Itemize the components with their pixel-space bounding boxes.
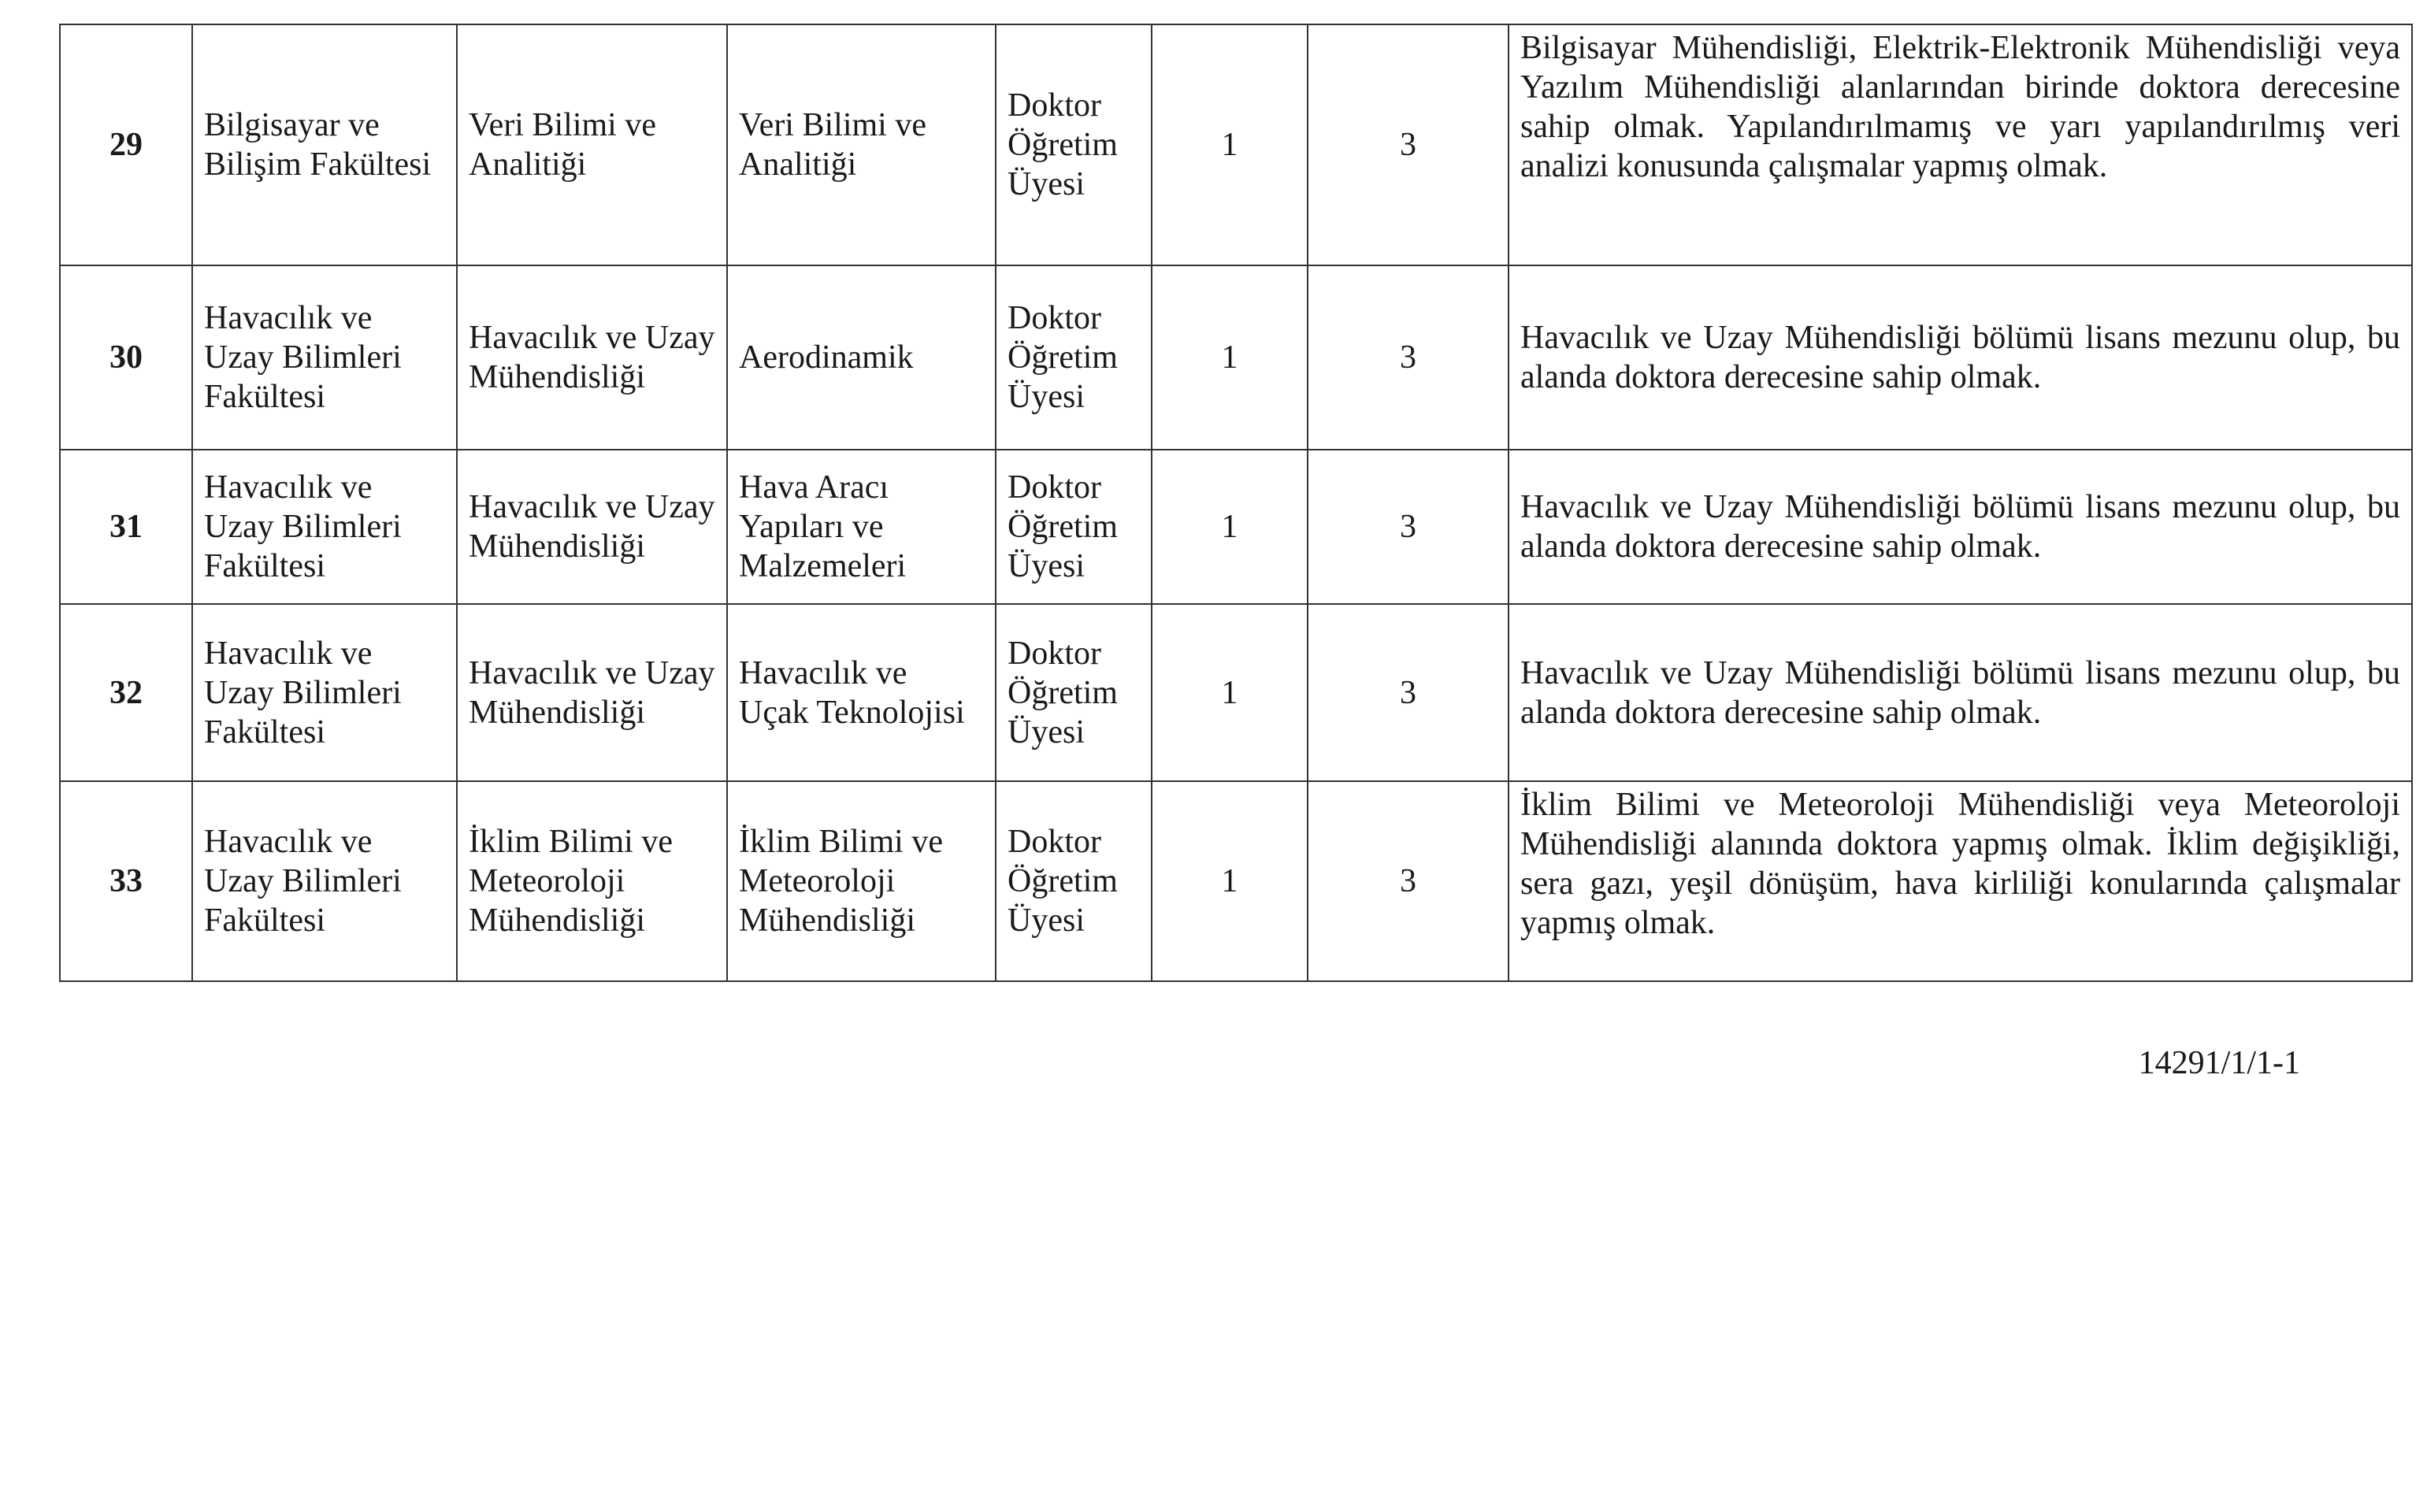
count-cell: 1 (1152, 450, 1308, 604)
faculty-cell: Bilgisayar ve Bilişim Fakültesi (192, 24, 457, 265)
title-cell: Doktor Öğretim Üyesi (996, 265, 1152, 450)
count-cell: 1 (1152, 604, 1308, 781)
table-row (60, 604, 2412, 781)
table-row (60, 265, 2412, 450)
program-cell: Hava Aracı Yapıları ve Malzemeleri (727, 450, 996, 604)
count-cell: 1 (1152, 265, 1308, 450)
department-cell: Havacılık ve Uzay Mühendisliği (457, 265, 727, 450)
program-cell: Veri Bilimi ve Analitiği (727, 24, 996, 265)
degree-cell: 3 (1308, 24, 1509, 265)
department-cell: Havacılık ve Uzay Mühendisliği (457, 604, 727, 781)
department-cell: Veri Bilimi ve Analitiği (457, 24, 727, 265)
degree-cell: 3 (1308, 265, 1509, 450)
title-cell: Doktor Öğretim Üyesi (996, 781, 1152, 981)
requirement-cell: Bilgisayar Mühendisliği, Elektrik-Elektronik Mühendisliği veya Yazılım Mühendisliği alanlarından birinde doktora derecesine sahip olmak. Yapılandırılmamış ve yarı yapılandırılmış veri analizi konusunda çalışmalar yapmış olmak. (1509, 24, 2412, 265)
program-cell: Havacılık ve Uçak Teknolojisi (727, 604, 996, 781)
requirement-cell: Havacılık ve Uzay Mühendisliği bölümü lisans mezunu olup, bu alanda doktora derecesine sahip olmak. (1509, 604, 2412, 781)
department-cell: Havacılık ve Uzay Mühendisliği (457, 450, 727, 604)
faculty-cell: Havacılık ve Uzay Bilimleri Fakültesi (192, 604, 457, 781)
title-cell: Doktor Öğretim Üyesi (996, 450, 1152, 604)
requirement-cell: Havacılık ve Uzay Mühendisliği bölümü lisans mezunu olup, bu alanda doktora derecesine sahip olmak. (1509, 450, 2412, 604)
row-number: 31 (60, 450, 192, 604)
table-row (60, 781, 2412, 981)
positions-table (59, 24, 2413, 982)
table-row (60, 450, 2412, 604)
row-number: 29 (60, 24, 192, 265)
requirement-cell: Havacılık ve Uzay Mühendisliği bölümü lisans mezunu olup, bu alanda doktora derecesine sahip olmak. (1509, 265, 2412, 450)
title-cell: Doktor Öğretim Üyesi (996, 24, 1152, 265)
degree-cell: 3 (1308, 781, 1509, 981)
program-cell: İklim Bilimi ve Meteoroloji Mühendisliği (727, 781, 996, 981)
degree-cell: 3 (1308, 450, 1509, 604)
row-number: 32 (60, 604, 192, 781)
count-cell: 1 (1152, 24, 1308, 265)
program-cell: Aerodinamik (727, 265, 996, 450)
table-row (60, 24, 2412, 265)
row-number: 30 (60, 265, 192, 450)
faculty-cell: Havacılık ve Uzay Bilimleri Fakültesi (192, 450, 457, 604)
faculty-cell: Havacılık ve Uzay Bilimleri Fakültesi (192, 781, 457, 981)
department-cell: İklim Bilimi ve Meteoroloji Mühendisliği (457, 781, 727, 981)
count-cell: 1 (1152, 781, 1308, 981)
degree-cell: 3 (1308, 604, 1509, 781)
document-reference-code: 14291/1/1-1 (2138, 1045, 2300, 1081)
faculty-cell: Havacılık ve Uzay Bilimleri Fakültesi (192, 265, 457, 450)
row-number: 33 (60, 781, 192, 981)
title-cell: Doktor Öğretim Üyesi (996, 604, 1152, 781)
requirement-cell: İklim Bilimi ve Meteoroloji Mühendisliği veya Meteoroloji Mühendisliği alanında doktora yapmış olmak. İklim değişikliği, sera gazı, yeşil dönüşüm, hava kirliliği konularında çalışmalar yapmış olmak. (1509, 781, 2412, 981)
